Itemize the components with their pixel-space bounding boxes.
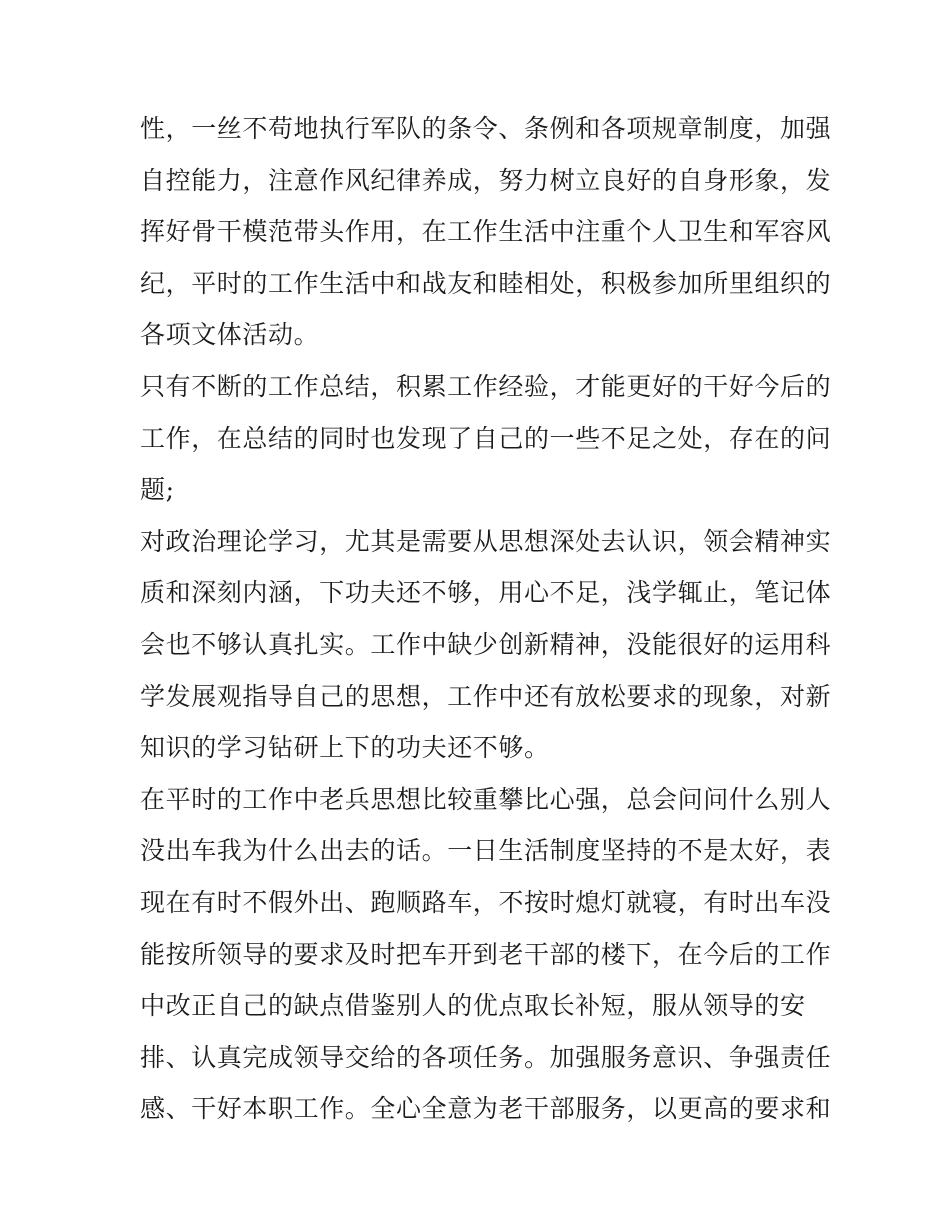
text-line: 题; (140, 475, 175, 505)
text-line: 会也不够认真扎实。工作中缺少创新精神，没能很好的运用科 (140, 629, 832, 659)
text-line: 排、认真完成领导交给的各项任务。加强服务意识、争强责任 (140, 1042, 832, 1072)
text-line: 感、干好本职工作。全心全意为老干部服务，以更高的要求和 (140, 1094, 832, 1124)
text-line: 各项文体活动。 (140, 320, 320, 350)
text-line: 现在有时不假外出、跑顺路车，不按时熄灯就寝，有时出车没 (140, 887, 832, 917)
text-line: 能按所领导的要求及时把车开到老干部的楼下，在今后的工作 (140, 939, 832, 969)
text-line: 只有不断的工作总结，积累工作经验，才能更好的干好今后的 (140, 371, 832, 401)
text-line: 知识的学习钻研上下的功夫还不够。 (140, 733, 550, 763)
text-line: 学发展观指导自己的思想，工作中还有放松要求的现象，对新 (140, 681, 832, 711)
text-line: 工作，在总结的同时也发现了自己的一些不足之处，存在的问 (140, 423, 832, 453)
text-line: 在平时的工作中老兵思想比较重攀比心强，总会问问什么别人 (140, 784, 832, 814)
text-line: 对政治理论学习，尤其是需要从思想深处去认识，领会精神实 (140, 526, 832, 556)
text-line: 纪，平时的工作生活中和战友和睦相处，积极参加所里组织的 (140, 268, 832, 298)
document-body (140, 103, 832, 1135)
text-line: 没出车我为什么出去的话。一日生活制度坚持的不是太好，表 (140, 836, 832, 866)
text-line: 质和深刻内涵，下功夫还不够，用心不足，浅学辄止，笔记体 (140, 578, 832, 608)
text-line: 中改正自己的缺点借鉴别人的优点取长补短，服从领导的安 (140, 991, 806, 1021)
text-line: 性，一丝不苟地执行军队的条令、条例和各项规章制度，加强 (140, 114, 832, 143)
text-line: 挥好骨干模范带头作用，在工作生活中注重个人卫生和军容风 (140, 217, 832, 247)
text-line: 自控能力，注意作风纪律养成，努力树立良好的自身形象，发 (140, 165, 832, 195)
